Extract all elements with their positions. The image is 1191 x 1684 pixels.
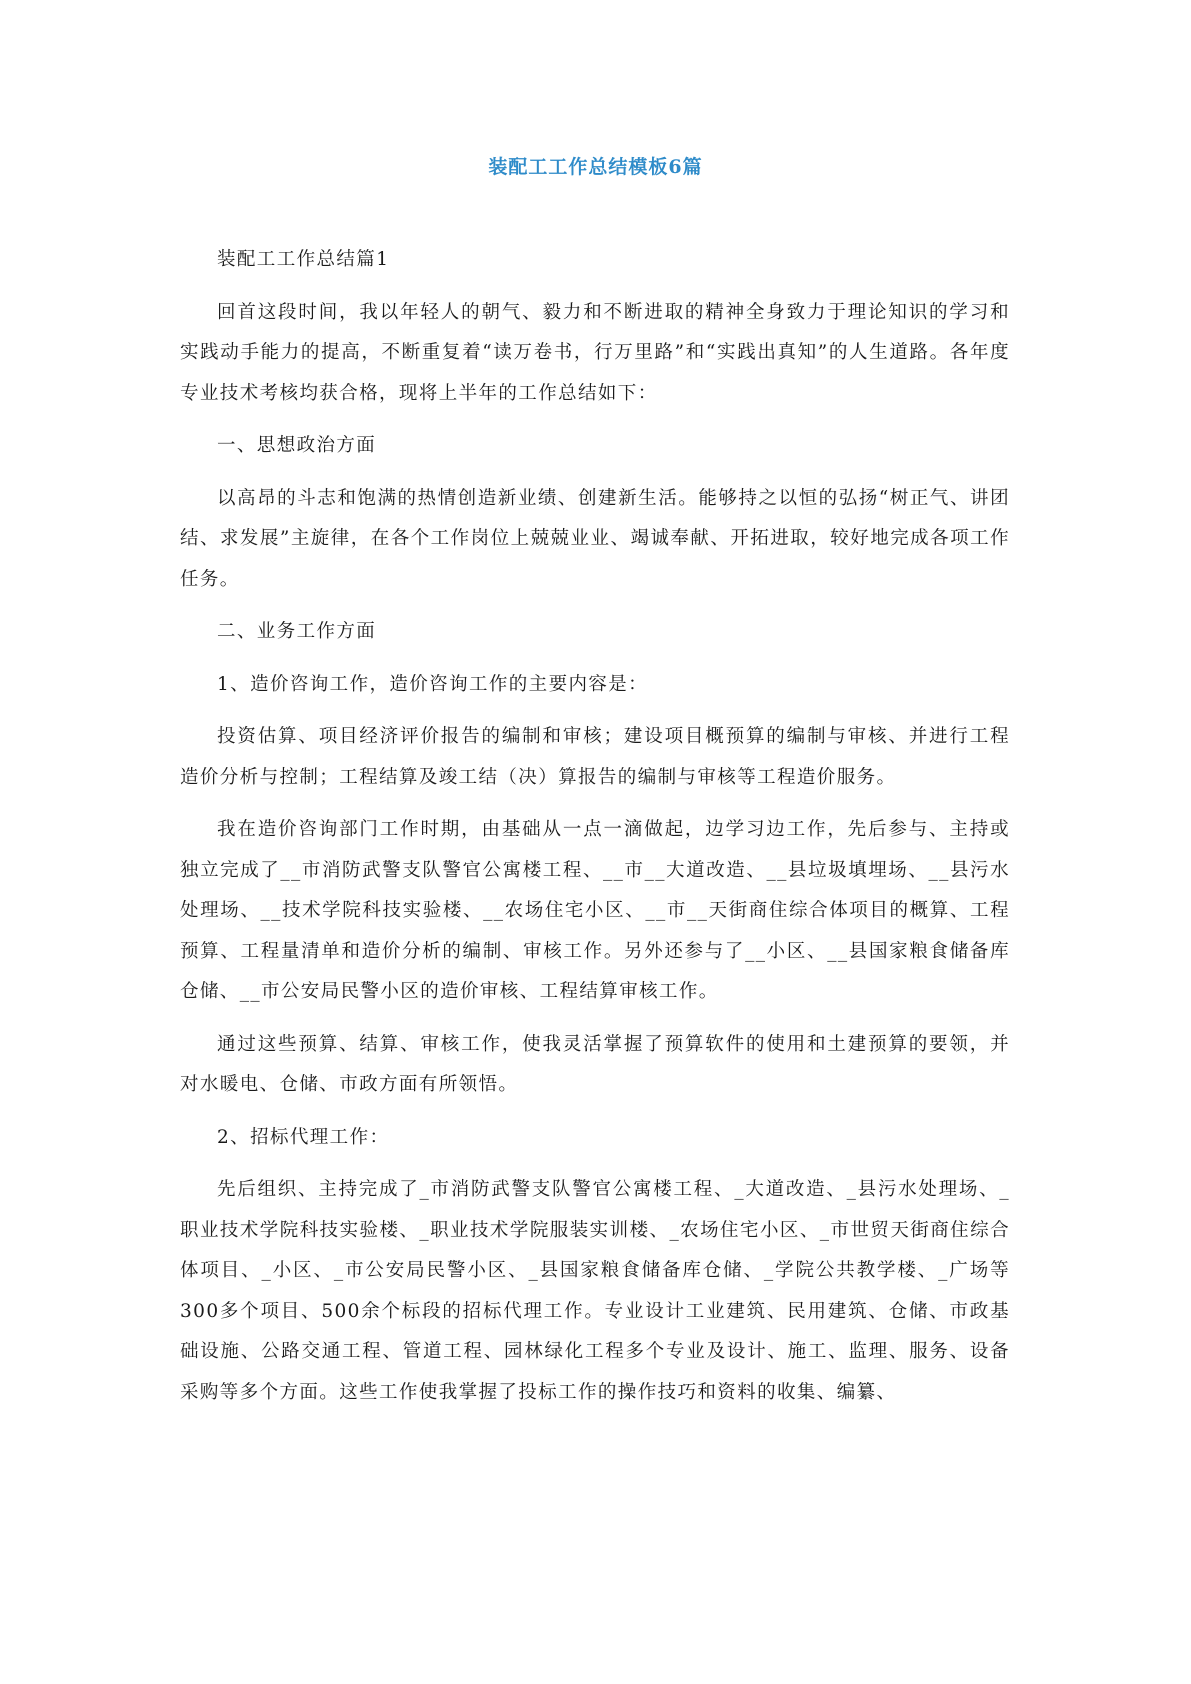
- document-body: [180, 240, 1010, 1425]
- paragraph: 通过这些预算、结算、审核工作，使我灵活掌握了预算软件的使用和土建预算的要领，并对水暖电、仓储、市政方面有所领悟。: [180, 1033, 1010, 1095]
- paragraph: 先后组织、主持完成了_市消防武警支队警官公寓楼工程、_大道改造、_县污水处理场、_职业技术学院科技实验楼、_职业技术学院服装实训楼、_农场住宅小区、_市世贸天街商住综合体项目、_小区、_市公安局民警小区、_县国家粮食储备库仓储、_学院公共教学楼、_广场等300多个项目、500余个标段的招标代理工作。专业设计工业建筑、民用建筑、仓储、市政基础设施、公路交通工程、管道工程、园林绿化工程多个专业及设计、施工、监理、服务、设备采购等多个方面。这些工作使我掌握了投标工作的操作技巧和资料的收集、编纂、: [180, 1179, 1010, 1403]
- paragraph: 以高昂的斗志和饱满的热情创造新业绩、创建新生活。能够持之以恒的弘扬“树正气、讲团结、求发展”主旋律，在各个工作岗位上兢兢业业、竭诚奉献、开拓进取，较好地完成各项工作任务。: [180, 487, 1010, 590]
- section-heading: 装配工工作总结篇1: [217, 249, 390, 270]
- subsection-heading: 2、招标代理工作：: [217, 1126, 390, 1148]
- section-heading: 二、业务工作方面: [217, 621, 377, 642]
- paragraph: 投资估算、项目经济评价报告的编制和审核；建设项目概预算的编制与审核、并进行工程造价分析与控制；工程结算及竣工结（决）算报告的编制与审核等工程造价服务。: [180, 726, 1010, 788]
- paragraph: 我在造价咨询部门工作时期，由基础从一点一滴做起，边学习边工作，先后参与、主持或独立完成了__市消防武警支队警官公寓楼工程、__市__大道改造、__县垃圾填埋场、__县污水处理场、__技术学院科技实验楼、__农场住宅小区、__市__天街商住综合体项目的概算、工程预算、工程量清单和造价分析的编制、审核工作。另外还参与了__小区、__县国家粮食储备库仓储、__市公安局民警小区的造价审核、工程结算审核工作。: [180, 819, 1010, 1002]
- subsection-heading: 1、造价咨询工作，造价咨询工作的主要内容是：: [217, 673, 649, 695]
- document-title: 装配工工作总结模板6篇: [488, 156, 703, 178]
- paragraph: 回首这段时间，我以年轻人的朝气、毅力和不断进取的精神全身致力于理论知识的学习和实践动手能力的提高，不断重复着“读万卷书，行万里路”和“实践出真知”的人生道路。各年度专业技术考核均获合格，现将上半年的工作总结如下：: [180, 301, 1010, 404]
- section-heading: 一、思想政治方面: [217, 435, 377, 456]
